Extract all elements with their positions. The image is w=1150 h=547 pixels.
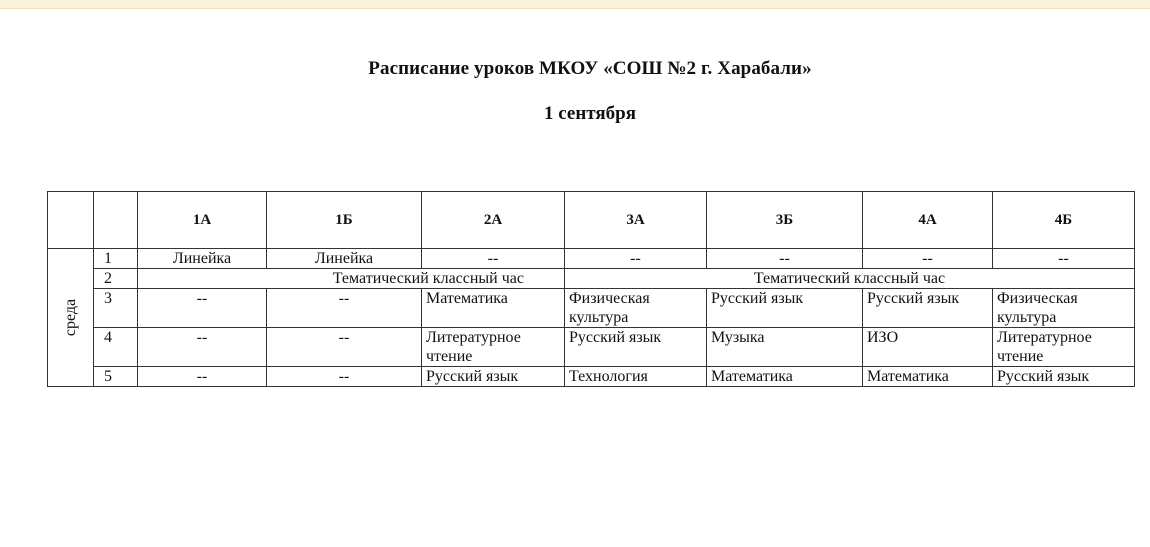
- lesson-cell: ИЗО: [863, 328, 993, 367]
- header-row: [48, 192, 1135, 249]
- lesson-cell: Математика: [863, 367, 993, 387]
- lesson-cell: --: [138, 367, 267, 387]
- lesson-cell: --: [267, 367, 422, 387]
- class-header: 2А: [422, 192, 565, 249]
- lesson-cell: Технология: [565, 367, 707, 387]
- lesson-cell: --: [707, 249, 863, 269]
- lesson-cell: Литературное чтение: [993, 328, 1135, 367]
- lesson-cell: --: [565, 249, 707, 269]
- header-empty-day: [48, 192, 94, 249]
- schedule-table: [47, 191, 1135, 387]
- table-row: [48, 249, 1135, 269]
- lesson-cell: --: [863, 249, 993, 269]
- lesson-cell: Линейка: [138, 249, 267, 269]
- lesson-cell: --: [138, 289, 267, 328]
- lesson-cell: Русский язык: [565, 328, 707, 367]
- lesson-cell: Русский язык: [993, 367, 1135, 387]
- table-row: [48, 328, 1135, 367]
- top-toolbar-strip: [0, 0, 1150, 9]
- lesson-cell: --: [267, 328, 422, 367]
- document-date: 1 сентября: [543, 103, 636, 124]
- table-row: [48, 269, 1135, 289]
- merged-lesson-cell: Тематический классный час: [138, 269, 565, 289]
- lesson-cell: --: [993, 249, 1135, 269]
- lesson-number: 3: [94, 289, 138, 328]
- table-row: [48, 367, 1135, 387]
- class-header: 4Б: [993, 192, 1135, 249]
- day-label: среда: [61, 298, 79, 337]
- header-empty-num: [94, 192, 138, 249]
- lesson-cell: Музыка: [707, 328, 863, 367]
- lesson-cell: Русский язык: [863, 289, 993, 328]
- lesson-cell: Физическая культура: [993, 289, 1135, 328]
- lesson-cell: Математика: [707, 367, 863, 387]
- class-header: 1А: [138, 192, 267, 249]
- lesson-cell: Литературное чтение: [422, 328, 565, 367]
- lesson-number: 2: [94, 269, 138, 289]
- lesson-cell: Физическая культура: [565, 289, 707, 328]
- class-header: 4А: [863, 192, 993, 249]
- merged-lesson-cell: Тематический классный час: [565, 269, 1135, 289]
- lesson-number: 5: [94, 367, 138, 387]
- table-row: [48, 289, 1135, 328]
- class-header: 3А: [565, 192, 707, 249]
- day-cell: [48, 249, 94, 387]
- lesson-number: 1: [94, 249, 138, 269]
- lesson-cell: Русский язык: [707, 289, 863, 328]
- lesson-number: 4: [94, 328, 138, 367]
- class-header: 1Б: [267, 192, 422, 249]
- lesson-cell: Линейка: [267, 249, 422, 269]
- lesson-cell: --: [267, 289, 422, 328]
- lesson-cell: --: [422, 249, 565, 269]
- lesson-cell: Русский язык: [422, 367, 565, 387]
- class-header: 3Б: [707, 192, 863, 249]
- document-title: Расписание уроков МКОУ «СОШ №2 г. Харабали»: [368, 58, 812, 79]
- lesson-cell: --: [138, 328, 267, 367]
- lesson-cell: Математика: [422, 289, 565, 328]
